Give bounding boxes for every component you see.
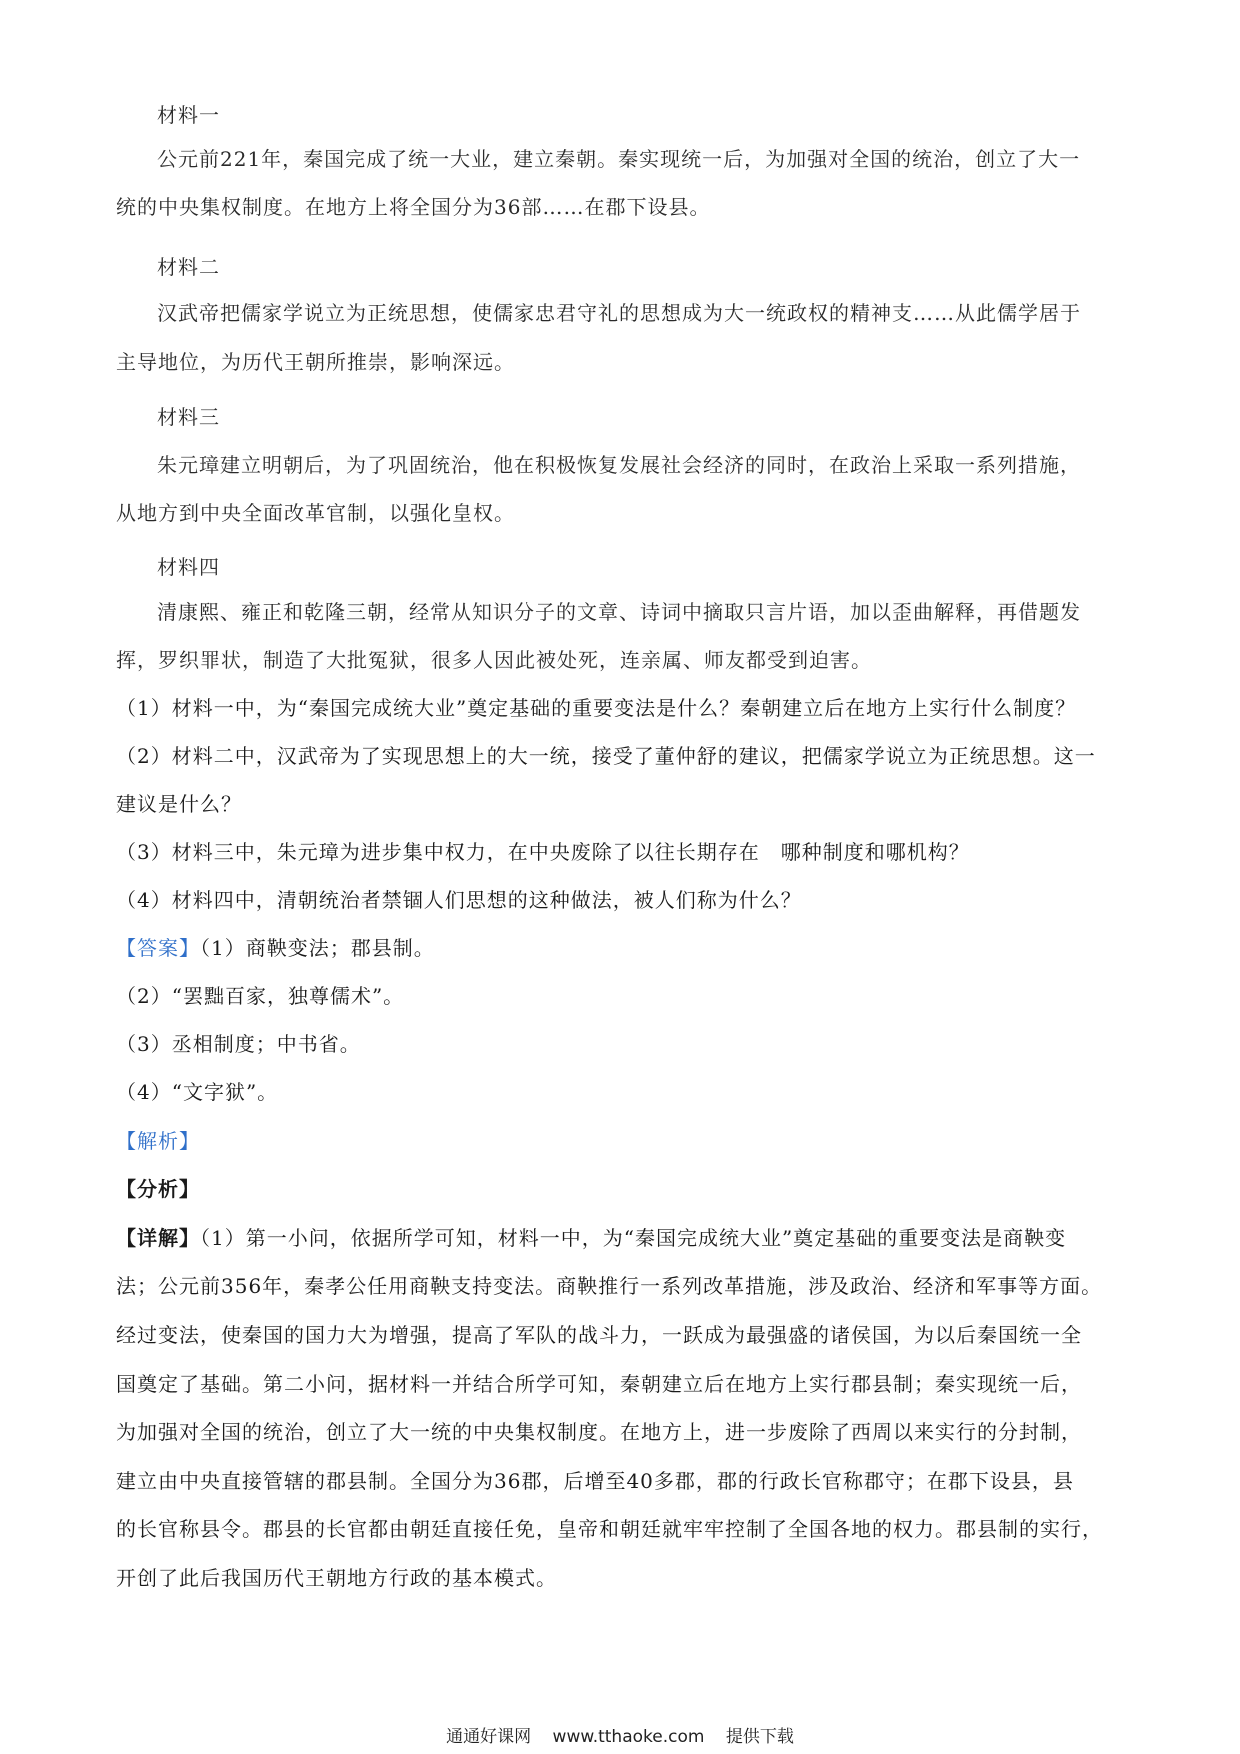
analysis-tag: 【解析】: [116, 1129, 200, 1153]
detail-tag: 【详解】: [116, 1226, 200, 1250]
footer-note: 提供下载: [725, 1727, 794, 1747]
detail-text: 建立由中央直接管辖的郡县制。全国分为36郡，后增至40多郡，郡的行政长官称郡守；在郡下设县，县: [116, 1469, 1074, 1493]
material-2-label: 材料二: [157, 255, 220, 279]
material-3-label: 材料三: [157, 405, 220, 429]
question-4: （4）材料四中，清朝统治者禁锢人们思想的这种做法，被人们称为什么？: [116, 888, 802, 912]
answer-tag: 【答案】: [116, 936, 200, 960]
material-4-label: 材料四: [157, 555, 220, 579]
answer-2: （2）“罢黜百家，独尊儒术”。: [116, 984, 405, 1008]
material-4-text: 挥，罗织罪状，制造了大批冤狱，很多人因此被处死，连亲属、师友都受到迫害。: [116, 648, 872, 672]
detail-text: 国奠定了基础。第二小问，据材料一并结合所学可知，秦朝建立后在地方上实行郡县制；秦实现统一后，: [116, 1372, 1082, 1396]
detail-text: 法；公元前356年，秦孝公任用商鞅支持变法。商鞅推行一系列改革措施，涉及政治、经济和军事等方面。: [116, 1274, 1103, 1298]
material-1-label: 材料一: [157, 103, 220, 127]
detail-text: 的长官称县令。郡县的长官都由朝廷直接任免，皇帝和朝廷就牢牢控制了全国各地的权力。郡县制的实行，: [116, 1517, 1103, 1541]
page-footer: [0, 1726, 1240, 1748]
material-1-text: 统的中央集权制度。在地方上将全国分为36部……在郡下设县。: [116, 195, 711, 219]
fenxi-tag: 【分析】: [116, 1177, 200, 1201]
question-1: （1）材料一中，为“秦国完成统大业”奠定基础的重要变法是什么？秦朝建立后在地方上实行什么制度？: [116, 696, 1077, 720]
detail-text: 为加强对全国的统治，创立了大一统的中央集权制度。在地方上，进一步废除了西周以来实行的分封制，: [116, 1420, 1082, 1444]
footer-url[interactable]: www.tthaoke.com: [552, 1727, 705, 1747]
question-3: （3）材料三中，朱元璋为进步集中权力，在中央废除了以往长期存在 哪种制度和哪机构？: [116, 840, 970, 864]
detail-text: （1）第一小问，依据所学可知，材料一中，为“秦国完成统大业”奠定基础的重要变法是商鞅变: [200, 1226, 1067, 1250]
answer-1: （1）商鞅变法；郡县制。: [200, 936, 435, 960]
question-2: （2）材料二中，汉武帝为了实现思想上的大一统，接受了董仲舒的建议，把儒家学说立为正统思想。这一: [116, 744, 1096, 768]
material-3-text: 从地方到中央全面改革官制，以强化皇权。: [116, 501, 515, 525]
answer-line-1: [116, 934, 435, 962]
detail-text: 经过变法，使秦国的国力大为增强，提高了军队的战斗力，一跃成为最强盛的诸侯国，为以后秦国统一全: [116, 1323, 1082, 1347]
material-2-text: 主导地位，为历代王朝所推崇，影响深远。: [116, 350, 515, 374]
answer-3: （3）丞相制度；中书省。: [116, 1032, 361, 1056]
question-2-cont: 建议是什么？: [116, 792, 242, 816]
material-1-text: 公元前221年，秦国完成了统一大业，建立秦朝。秦实现统一后，为加强对全国的统治，创立了大一: [157, 147, 1081, 171]
material-3-text: 朱元璋建立明朝后，为了巩固统治，他在积极恢复发展社会经济的同时，在政治上采取一系列措施，: [157, 453, 1081, 477]
material-4-text: 清康熙、雍正和乾隆三朝，经常从知识分子的文章、诗词中摘取只言片语，加以歪曲解释，再借题发: [157, 600, 1081, 624]
detail-text: 开创了此后我国历代王朝地方行政的基本模式。: [116, 1566, 557, 1590]
material-2-text: 汉武帝把儒家学说立为正统思想，使儒家忠君守礼的思想成为大一统政权的精神支……从此儒学居于: [157, 301, 1081, 325]
answer-4: （4）“文字狱”。: [116, 1080, 279, 1104]
detail-line-1: [116, 1224, 1066, 1252]
footer-site: 通通好课网: [446, 1727, 532, 1747]
